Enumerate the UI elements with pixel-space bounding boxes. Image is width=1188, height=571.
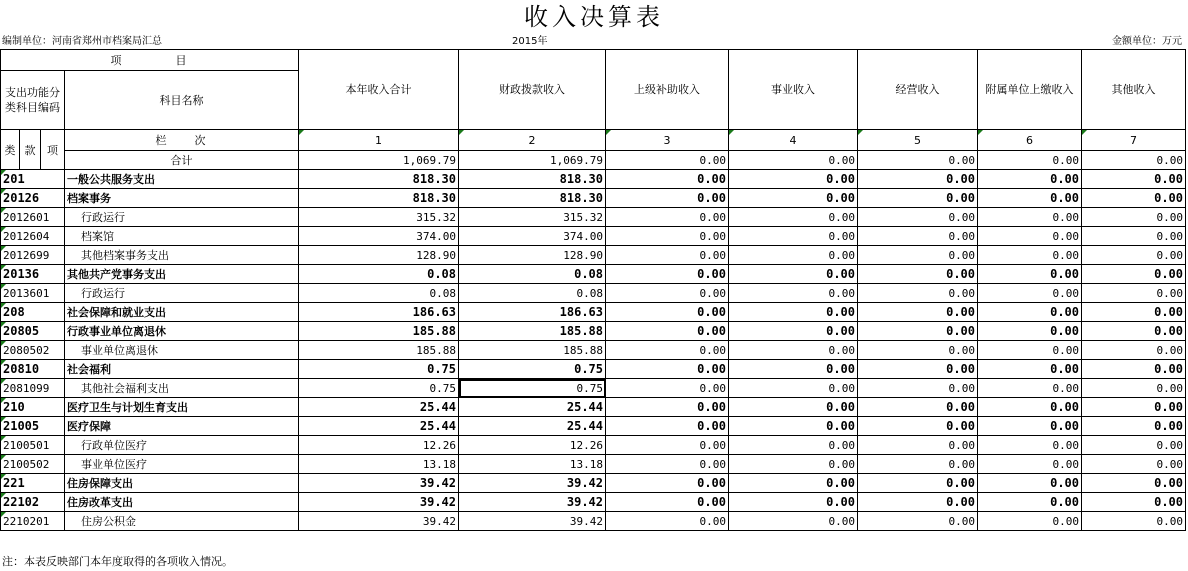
row-value-cell[interactable]: 185.88: [459, 322, 606, 341]
row-value-cell[interactable]: 0.00: [978, 398, 1082, 417]
row-code-cell[interactable]: 2100501: [1, 436, 65, 455]
row-value-cell[interactable]: 0.00: [1082, 436, 1186, 455]
row-value-cell[interactable]: 128.90: [459, 246, 606, 265]
row-value-cell[interactable]: 0.00: [978, 284, 1082, 303]
row-value-cell[interactable]: 0.00: [606, 341, 729, 360]
row-code-cell[interactable]: 2012604: [1, 227, 65, 246]
row-value-cell[interactable]: 0.00: [858, 265, 978, 284]
table-row[interactable]: [1, 360, 1186, 379]
table-row[interactable]: [1, 303, 1186, 322]
amount-unit: 金额单位：万元: [1112, 36, 1182, 47]
row-name-cell[interactable]: 其他共产党事务支出: [65, 265, 299, 284]
row-code-cell[interactable]: 2080502: [1, 341, 65, 360]
row-value-cell[interactable]: 0.00: [978, 512, 1082, 531]
row-value-cell[interactable]: 0.00: [858, 227, 978, 246]
row-value-cell[interactable]: 0.75: [299, 379, 459, 398]
table-row[interactable]: [1, 474, 1186, 493]
row-value-cell[interactable]: 0.75: [299, 360, 459, 379]
row-value-cell[interactable]: 0.00: [858, 379, 978, 398]
row-value-cell[interactable]: 315.32: [299, 208, 459, 227]
col-header-2[interactable]: 财政拨款收入: [459, 50, 606, 130]
row-value-cell[interactable]: 25.44: [299, 417, 459, 436]
row-value-cell[interactable]: 0.00: [729, 474, 858, 493]
row-value-cell[interactable]: 818.30: [299, 170, 459, 189]
row-name-cell[interactable]: 其他社会福利支出: [65, 379, 299, 398]
row-value-cell[interactable]: 0.00: [1082, 208, 1186, 227]
row-value-cell[interactable]: 0.00: [1082, 265, 1186, 284]
table-row[interactable]: [1, 379, 1186, 398]
row-code-cell[interactable]: 2012601: [1, 208, 65, 227]
header-func-code[interactable]: 支出功能分类科目编码: [1, 71, 65, 130]
row-value-cell[interactable]: 0.00: [858, 398, 978, 417]
row-value-cell[interactable]: 0.00: [858, 341, 978, 360]
row-value-cell[interactable]: 0.00: [978, 246, 1082, 265]
row-value-cell[interactable]: 0.00: [729, 493, 858, 512]
row-value-cell[interactable]: 0.75: [459, 379, 606, 398]
table-row[interactable]: [1, 341, 1186, 360]
row-value-cell[interactable]: 0.00: [729, 455, 858, 474]
row-value-cell[interactable]: 0.00: [606, 208, 729, 227]
col-header-4[interactable]: 事业收入: [729, 50, 858, 130]
row-value-cell[interactable]: 0.08: [299, 284, 459, 303]
row-value-cell[interactable]: 25.44: [459, 417, 606, 436]
row-value-cell[interactable]: 374.00: [459, 227, 606, 246]
row-value-cell[interactable]: 0.00: [729, 170, 858, 189]
row-value-cell[interactable]: 0.00: [858, 436, 978, 455]
row-value-cell[interactable]: 39.42: [459, 474, 606, 493]
row-value-cell[interactable]: 0.00: [978, 455, 1082, 474]
row-value-cell[interactable]: 0.00: [978, 189, 1082, 208]
compiling-unit: 编制单位：河南省郑州市档案局汇总: [2, 36, 162, 47]
row-value-cell[interactable]: 0.00: [606, 284, 729, 303]
row-value-cell[interactable]: 0.08: [459, 265, 606, 284]
row-value-cell[interactable]: 0.00: [858, 322, 978, 341]
row-value-cell[interactable]: 0.00: [858, 303, 978, 322]
row-value-cell[interactable]: 0.00: [606, 474, 729, 493]
row-code-cell[interactable]: 20810: [1, 360, 65, 379]
row-value-cell[interactable]: 0.00: [606, 455, 729, 474]
row-name-cell[interactable]: 一般公共服务支出: [65, 170, 299, 189]
row-value-cell[interactable]: 0.00: [978, 265, 1082, 284]
row-code-cell[interactable]: 2013601: [1, 284, 65, 303]
row-value-cell[interactable]: 0.00: [606, 512, 729, 531]
row-value-cell[interactable]: 185.88: [299, 322, 459, 341]
row-value-cell[interactable]: 0.00: [729, 360, 858, 379]
row-value-cell[interactable]: 0.00: [858, 417, 978, 436]
row-value-cell[interactable]: 186.63: [459, 303, 606, 322]
col-number-6[interactable]: 6: [978, 130, 1082, 151]
row-value-cell[interactable]: 39.42: [299, 512, 459, 531]
row-value-cell[interactable]: 0.00: [1082, 284, 1186, 303]
row-value-cell[interactable]: 0.08: [299, 265, 459, 284]
row-value-cell[interactable]: 25.44: [459, 398, 606, 417]
footnote: 注：本表反映部门本年度取得的各项收入情况。: [2, 555, 233, 568]
row-value-cell[interactable]: 128.90: [299, 246, 459, 265]
row-value-cell[interactable]: 0.00: [1082, 189, 1186, 208]
row-value-cell[interactable]: 0.00: [606, 436, 729, 455]
row-value-cell[interactable]: 0.00: [729, 303, 858, 322]
table-row[interactable]: [1, 417, 1186, 436]
row-value-cell[interactable]: 185.88: [299, 341, 459, 360]
col-number-3[interactable]: 3: [606, 130, 729, 151]
row-value-cell[interactable]: 0.00: [729, 322, 858, 341]
total-label[interactable]: 合计: [65, 151, 299, 170]
total-cell[interactable]: 0.00: [1082, 151, 1186, 170]
report-year: 2015年: [512, 36, 548, 47]
table-row[interactable]: [1, 398, 1186, 417]
col-number-7[interactable]: 7: [1082, 130, 1186, 151]
row-value-cell[interactable]: 0.00: [978, 436, 1082, 455]
header-item[interactable]: 项 目: [1, 50, 299, 71]
row-value-cell[interactable]: 0.00: [858, 474, 978, 493]
income-final-accounts-table: [0, 49, 1186, 531]
row-value-cell[interactable]: 818.30: [459, 170, 606, 189]
row-value-cell[interactable]: 0.00: [978, 170, 1082, 189]
row-value-cell[interactable]: 39.42: [459, 493, 606, 512]
row-code-cell[interactable]: 221: [1, 474, 65, 493]
row-value-cell[interactable]: 0.00: [858, 246, 978, 265]
header-lei[interactable]: 类: [1, 130, 20, 170]
row-code-cell[interactable]: 21005: [1, 417, 65, 436]
row-value-cell[interactable]: 0.00: [858, 189, 978, 208]
row-value-cell[interactable]: 0.00: [1082, 474, 1186, 493]
row-value-cell[interactable]: 0.00: [606, 322, 729, 341]
row-value-cell[interactable]: 0.00: [729, 512, 858, 531]
row-value-cell[interactable]: 0.00: [729, 417, 858, 436]
row-value-cell[interactable]: 0.00: [858, 284, 978, 303]
row-name-cell[interactable]: 住房公积金: [65, 512, 299, 531]
row-value-cell[interactable]: 0.00: [978, 341, 1082, 360]
row-code-cell[interactable]: 201: [1, 170, 65, 189]
row-value-cell[interactable]: 0.00: [978, 227, 1082, 246]
table-row[interactable]: [1, 246, 1186, 265]
total-cell[interactable]: 0.00: [978, 151, 1082, 170]
table-row[interactable]: [1, 322, 1186, 341]
row-value-cell[interactable]: 0.00: [729, 189, 858, 208]
row-value-cell[interactable]: 0.00: [978, 379, 1082, 398]
row-code-cell[interactable]: 208: [1, 303, 65, 322]
row-value-cell[interactable]: 0.00: [1082, 379, 1186, 398]
row-code-cell[interactable]: 20805: [1, 322, 65, 341]
row-value-cell[interactable]: 0.00: [978, 303, 1082, 322]
table-body: [1, 170, 1186, 531]
row-value-cell[interactable]: 0.08: [459, 284, 606, 303]
row-value-cell[interactable]: 0.00: [858, 493, 978, 512]
row-name-cell[interactable]: 其他档案事务支出: [65, 246, 299, 265]
row-value-cell[interactable]: 0.00: [1082, 455, 1186, 474]
row-value-cell[interactable]: 0.00: [729, 398, 858, 417]
table-row[interactable]: [1, 493, 1186, 512]
row-value-cell[interactable]: 0.00: [729, 265, 858, 284]
row-value-cell[interactable]: 0.00: [606, 170, 729, 189]
col-number-1[interactable]: 1: [299, 130, 459, 151]
row-value-cell[interactable]: 0.00: [858, 455, 978, 474]
row-code-cell[interactable]: 20136: [1, 265, 65, 284]
row-value-cell[interactable]: 0.00: [729, 436, 858, 455]
row-value-cell[interactable]: 0.00: [606, 360, 729, 379]
report-title: 收入决算表: [524, 3, 664, 31]
row-name-cell[interactable]: 行政单位医疗: [65, 436, 299, 455]
row-value-cell[interactable]: 0.00: [978, 360, 1082, 379]
row-value-cell[interactable]: 0.00: [1082, 417, 1186, 436]
row-code-cell[interactable]: 20126: [1, 189, 65, 208]
row-value-cell[interactable]: 0.00: [606, 189, 729, 208]
header-kuan[interactable]: 款: [20, 130, 41, 170]
row-value-cell[interactable]: 0.00: [978, 417, 1082, 436]
row-value-cell[interactable]: 0.00: [606, 379, 729, 398]
row-value-cell[interactable]: 0.00: [1082, 170, 1186, 189]
row-value-cell[interactable]: 39.42: [299, 474, 459, 493]
col-header-1[interactable]: 本年收入合计: [299, 50, 459, 130]
row-value-cell[interactable]: 0.00: [729, 246, 858, 265]
row-value-cell[interactable]: 0.00: [729, 341, 858, 360]
col-number-4[interactable]: 4: [729, 130, 858, 151]
row-value-cell[interactable]: 0.00: [1082, 398, 1186, 417]
row-name-cell[interactable]: 行政事业单位离退休: [65, 322, 299, 341]
row-value-cell[interactable]: 0.00: [858, 512, 978, 531]
col-header-7[interactable]: 其他收入: [1082, 50, 1186, 130]
total-cell[interactable]: 1,069.79: [459, 151, 606, 170]
row-value-cell[interactable]: 0.00: [729, 379, 858, 398]
header-lanci[interactable]: 栏 次: [65, 130, 299, 151]
row-value-cell[interactable]: 12.26: [299, 436, 459, 455]
row-code-cell[interactable]: 22102: [1, 493, 65, 512]
row-code-cell[interactable]: 210: [1, 398, 65, 417]
table-row[interactable]: [1, 227, 1186, 246]
row-code-cell[interactable]: 2210201: [1, 512, 65, 531]
row-value-cell[interactable]: 0.00: [978, 322, 1082, 341]
row-name-cell[interactable]: 社会保障和就业支出: [65, 303, 299, 322]
row-value-cell[interactable]: 185.88: [459, 341, 606, 360]
table-row[interactable]: [1, 455, 1186, 474]
header-xiang[interactable]: 项: [41, 130, 65, 170]
col-number-5[interactable]: 5: [858, 130, 978, 151]
row-value-cell[interactable]: 818.30: [299, 189, 459, 208]
col-number-2[interactable]: 2: [459, 130, 606, 151]
row-value-cell[interactable]: 13.18: [459, 455, 606, 474]
row-name-cell[interactable]: 住房保障支出: [65, 474, 299, 493]
col-header-6[interactable]: 附属单位上缴收入: [978, 50, 1082, 130]
row-code-cell[interactable]: 2081099: [1, 379, 65, 398]
row-value-cell[interactable]: 0.00: [1082, 322, 1186, 341]
row-value-cell[interactable]: 0.00: [729, 284, 858, 303]
table-row[interactable]: [1, 208, 1186, 227]
row-value-cell[interactable]: 0.75: [459, 360, 606, 379]
row-value-cell[interactable]: 0.00: [978, 493, 1082, 512]
row-value-cell[interactable]: 0.00: [729, 227, 858, 246]
row-value-cell[interactable]: 0.00: [606, 303, 729, 322]
total-cell[interactable]: 1,069.79: [299, 151, 459, 170]
row-value-cell[interactable]: 0.00: [729, 208, 858, 227]
row-name-cell[interactable]: 行政运行: [65, 284, 299, 303]
row-value-cell[interactable]: 0.00: [1082, 227, 1186, 246]
table-row[interactable]: [1, 189, 1186, 208]
row-value-cell[interactable]: 39.42: [459, 512, 606, 531]
row-value-cell[interactable]: 0.00: [606, 417, 729, 436]
header-subject-name[interactable]: 科目名称: [65, 71, 299, 130]
table-row[interactable]: [1, 512, 1186, 531]
row-name-cell[interactable]: 事业单位离退休: [65, 341, 299, 360]
row-value-cell[interactable]: 0.00: [1082, 360, 1186, 379]
row-name-cell[interactable]: 档案事务: [65, 189, 299, 208]
row-name-cell[interactable]: 行政运行: [65, 208, 299, 227]
row-value-cell[interactable]: 12.26: [459, 436, 606, 455]
row-value-cell[interactable]: 0.00: [1082, 246, 1186, 265]
row-value-cell[interactable]: 0.00: [978, 474, 1082, 493]
row-value-cell[interactable]: 0.00: [978, 208, 1082, 227]
row-name-cell[interactable]: 社会福利: [65, 360, 299, 379]
row-value-cell[interactable]: 0.00: [1082, 493, 1186, 512]
row-name-cell[interactable]: 档案馆: [65, 227, 299, 246]
row-code-cell[interactable]: 2012699: [1, 246, 65, 265]
table-row[interactable]: [1, 436, 1186, 455]
table-row[interactable]: [1, 284, 1186, 303]
total-cell[interactable]: 0.00: [729, 151, 858, 170]
total-cell[interactable]: 0.00: [858, 151, 978, 170]
row-value-cell[interactable]: 13.18: [299, 455, 459, 474]
row-value-cell[interactable]: 25.44: [299, 398, 459, 417]
row-value-cell[interactable]: 818.30: [459, 189, 606, 208]
row-value-cell[interactable]: 374.00: [299, 227, 459, 246]
row-value-cell[interactable]: 0.00: [1082, 303, 1186, 322]
row-value-cell[interactable]: 0.00: [606, 265, 729, 284]
row-value-cell[interactable]: 39.42: [299, 493, 459, 512]
row-value-cell[interactable]: 0.00: [1082, 341, 1186, 360]
col-header-5[interactable]: 经营收入: [858, 50, 978, 130]
row-code-cell[interactable]: 2100502: [1, 455, 65, 474]
col-header-3[interactable]: 上级补助收入: [606, 50, 729, 130]
row-name-cell[interactable]: 事业单位医疗: [65, 455, 299, 474]
row-value-cell[interactable]: 0.00: [858, 360, 978, 379]
row-value-cell[interactable]: 0.00: [606, 493, 729, 512]
row-value-cell[interactable]: 0.00: [606, 227, 729, 246]
row-value-cell[interactable]: 0.00: [858, 170, 978, 189]
table-row[interactable]: [1, 265, 1186, 284]
row-value-cell[interactable]: 186.63: [299, 303, 459, 322]
table-row[interactable]: [1, 170, 1186, 189]
row-value-cell[interactable]: 0.00: [858, 208, 978, 227]
row-value-cell[interactable]: 0.00: [1082, 512, 1186, 531]
row-value-cell[interactable]: 315.32: [459, 208, 606, 227]
row-name-cell[interactable]: 医疗卫生与计划生育支出: [65, 398, 299, 417]
row-value-cell[interactable]: 0.00: [606, 398, 729, 417]
row-name-cell[interactable]: 住房改革支出: [65, 493, 299, 512]
total-cell[interactable]: 0.00: [606, 151, 729, 170]
row-name-cell[interactable]: 医疗保障: [65, 417, 299, 436]
row-value-cell[interactable]: 0.00: [606, 246, 729, 265]
